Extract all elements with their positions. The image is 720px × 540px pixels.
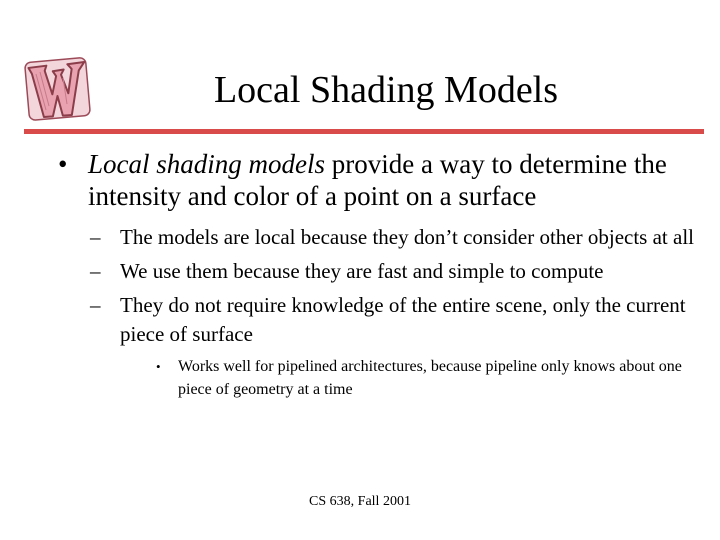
bullet-marker: • <box>58 149 68 179</box>
sub-sub-bullet <box>156 355 698 401</box>
dash-marker: – <box>90 293 101 317</box>
sub-bullet <box>86 223 698 252</box>
sub-bullet-text: They do not require knowledge of the entire scene, only the current piece of surface <box>120 293 686 346</box>
bullet-main <box>58 148 698 212</box>
slide-body <box>58 148 698 406</box>
sub-bullet-list <box>86 223 698 401</box>
bullet-emphasis: Local shading models <box>88 149 326 179</box>
sub-bullet-text: We use them because they are fast and simple to compute <box>120 259 604 283</box>
sub-sub-bullet-text: Works well for pipelined architectures, because pipeline only knows about one piece of geometry at a time <box>178 358 682 398</box>
university-w-logo-icon <box>18 52 96 124</box>
sub-sub-bullet-list <box>156 355 698 401</box>
bullet-text: provide a way to determine the intensity and color of a point on a surface <box>88 149 667 211</box>
slide-footer: CS 638, Fall 2001 <box>309 494 411 509</box>
sub-bullet <box>86 291 698 401</box>
dash-marker: – <box>90 259 101 283</box>
dash-marker: – <box>90 225 101 249</box>
sub-bullet <box>86 257 698 286</box>
slide-title: Local Shading Models <box>213 69 559 111</box>
title-underline <box>24 129 704 134</box>
bullet-marker: • <box>156 359 161 374</box>
sub-bullet-text: The models are local because they don’t consider other objects at all <box>120 225 694 249</box>
